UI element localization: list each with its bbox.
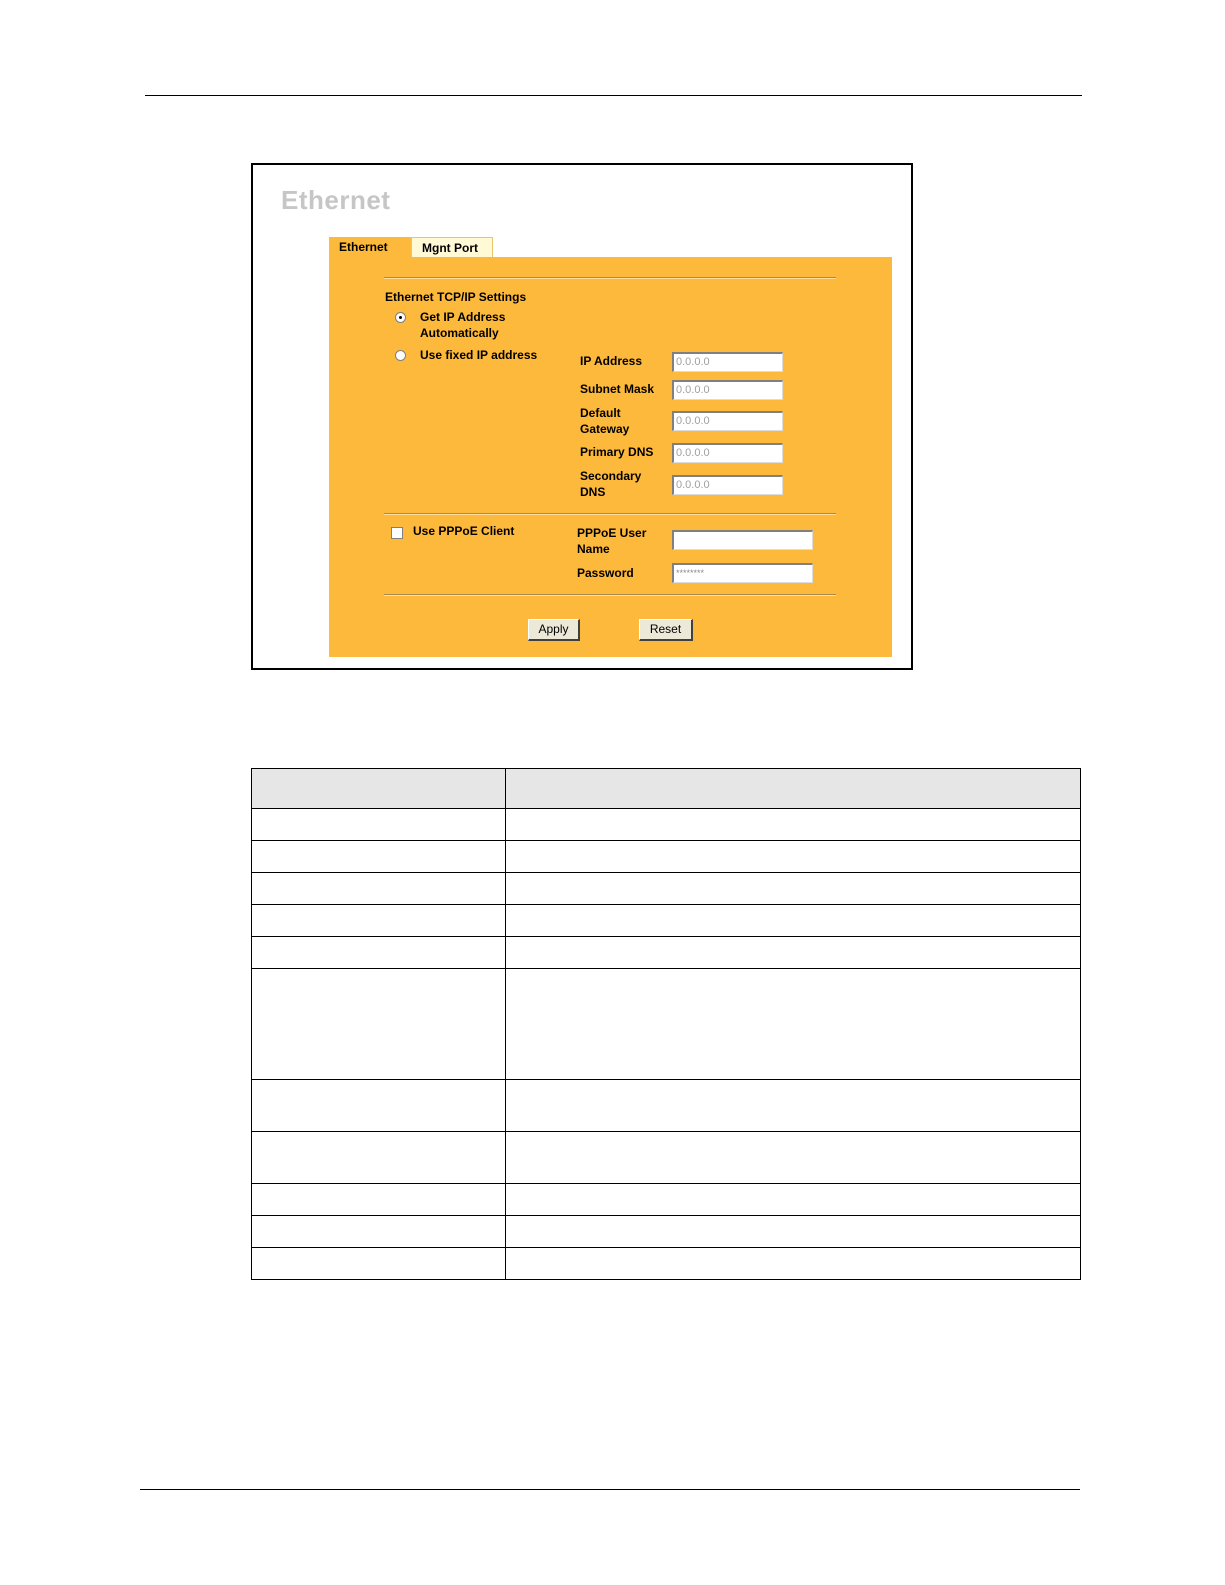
table-row [252, 937, 1081, 969]
radio-use-fixed-ip[interactable] [395, 350, 406, 361]
radio-get-ip-auto-label [420, 309, 505, 341]
radio-get-ip-auto-label-line1: Get IP Address [420, 310, 506, 324]
table-cell [252, 1080, 506, 1132]
table-cell [252, 937, 506, 969]
table-row [252, 873, 1081, 905]
table-cell [506, 905, 1081, 937]
divider [384, 594, 836, 596]
table-header-cell [252, 769, 506, 809]
table-cell [506, 1184, 1081, 1216]
table-row [252, 841, 1081, 873]
default-gateway-label-line2: Gateway [580, 422, 630, 436]
default-gateway-label-line1: Default [580, 406, 621, 420]
header-rule [145, 95, 1082, 96]
apply-button[interactable]: Apply [528, 619, 580, 641]
ethernet-screenshot [251, 163, 913, 670]
default-gateway-input[interactable]: 0.0.0.0 [672, 411, 783, 431]
table-row [252, 1248, 1081, 1280]
secondary-dns-label-line2: DNS [580, 485, 606, 499]
pppoe-user-name-label-line1: PPPoE User [577, 526, 647, 540]
pppoe-user-name-label [577, 525, 646, 557]
radio-get-ip-auto-label-line2: Automatically [420, 326, 499, 340]
table-cell [506, 873, 1081, 905]
table-row [252, 1080, 1081, 1132]
primary-dns-label: Primary DNS [580, 445, 654, 459]
table-cell [252, 1184, 506, 1216]
tab-mgnt-port[interactable]: Mgnt Port [411, 237, 493, 257]
ip-address-label: IP Address [580, 354, 643, 368]
secondary-dns-label [580, 468, 641, 500]
divider [384, 277, 836, 279]
settings-panel [329, 257, 892, 657]
primary-dns-input[interactable]: 0.0.0.0 [672, 443, 783, 463]
table-cell [252, 969, 506, 1080]
description-table [251, 768, 1081, 1280]
reset-button[interactable]: Reset [639, 619, 693, 641]
secondary-dns-input[interactable]: 0.0.0.0 [672, 475, 783, 495]
radio-get-ip-auto[interactable] [395, 312, 406, 323]
table-cell [252, 841, 506, 873]
pppoe-user-name-label-line2: Name [577, 542, 610, 556]
footer-rule [140, 1489, 1080, 1490]
pppoe-user-name-input[interactable] [672, 530, 813, 550]
ip-address-input[interactable]: 0.0.0.0 [672, 352, 783, 372]
table-row [252, 809, 1081, 841]
table-row [252, 1132, 1081, 1184]
table-cell [252, 873, 506, 905]
default-gateway-label [580, 405, 629, 437]
table-row [252, 1216, 1081, 1248]
table-cell [252, 905, 506, 937]
table-cell [506, 809, 1081, 841]
radio-use-fixed-ip-label: Use fixed IP address [420, 348, 538, 362]
table-cell [252, 1248, 506, 1280]
table-header-cell [506, 769, 1081, 809]
section-label: Ethernet TCP/IP Settings [385, 290, 527, 304]
pppoe-client-checkbox[interactable] [391, 527, 403, 539]
table-cell [506, 969, 1081, 1080]
table-cell [252, 809, 506, 841]
table-cell [506, 1080, 1081, 1132]
table-cell [506, 1132, 1081, 1184]
pppoe-client-label: Use PPPoE Client [413, 524, 515, 538]
table-cell [252, 1132, 506, 1184]
password-label: Password [577, 566, 634, 580]
table-header-row [252, 769, 1081, 809]
page-title: Ethernet [281, 185, 391, 215]
table-cell [506, 1248, 1081, 1280]
subnet-mask-label: Subnet Mask [580, 382, 655, 396]
secondary-dns-label-line1: Secondary [580, 469, 642, 483]
table-cell [506, 841, 1081, 873]
table-row [252, 905, 1081, 937]
divider [384, 513, 836, 515]
table-row [252, 969, 1081, 1080]
table-row [252, 1184, 1081, 1216]
table-cell [252, 1216, 506, 1248]
subnet-mask-input[interactable]: 0.0.0.0 [672, 380, 783, 400]
table-cell [506, 937, 1081, 969]
tab-ethernet[interactable]: Ethernet [329, 237, 411, 257]
password-input[interactable]: ******** [672, 563, 813, 583]
table-cell [506, 1216, 1081, 1248]
